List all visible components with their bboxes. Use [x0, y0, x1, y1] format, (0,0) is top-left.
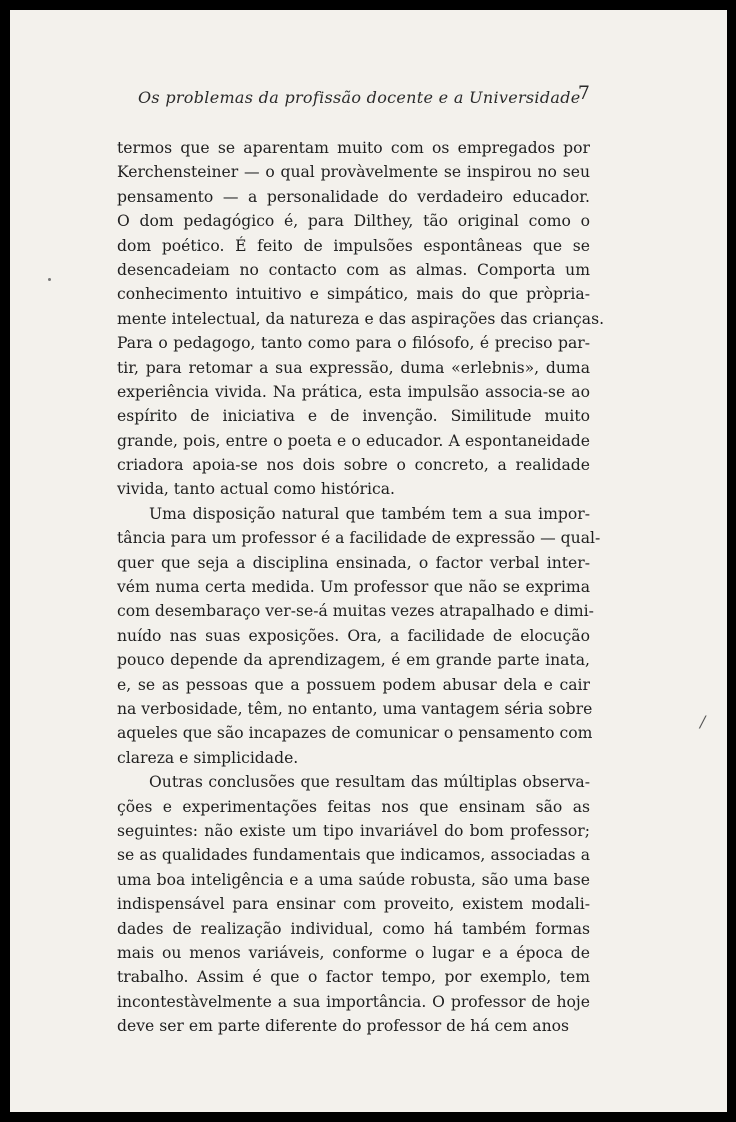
text-line: indispensável para ensinar com proveito, existem modali-	[117, 895, 590, 914]
text-line: uma boa inteligência e a uma saúde robusta, são uma base	[117, 870, 590, 889]
margin-pencil-mark: /	[700, 712, 706, 731]
text-line: trabalho. Assim é que o factor tempo, por exemplo, tem	[117, 968, 590, 987]
text-line: Para o pedagogo, tanto como para o filósofo, é preciso par-	[117, 334, 590, 353]
running-title: Os problemas da profissão docente e a Universidade	[138, 88, 581, 107]
text-line: desencadeiam no contacto com as almas. Comporta um	[117, 260, 590, 279]
book-page	[10, 10, 727, 1112]
paragraph	[117, 136, 605, 502]
text-line: dades de realização individual, como há também formas	[117, 919, 590, 938]
text-line: na verbosidade, têm, no entanto, uma vantagem séria sobre	[117, 699, 593, 718]
text-line: e, se as pessoas que a possuem podem abusar dela e cair	[117, 675, 590, 694]
text-line: conhecimento intuitivo e simpático, mais do que pròpria-	[117, 285, 590, 304]
text-line: com desembaraço ver-se-á muitas vezes atrapalhado e dimi-	[117, 602, 594, 621]
text-line: pouco depende da aprendizagem, é em grande parte inata,	[117, 651, 590, 670]
text-line: tir, para retomar a sua expressão, duma «erlebnis», duma	[117, 358, 590, 377]
text-line: quer que seja a disciplina ensinada, o factor verbal inter-	[117, 553, 590, 572]
text-line: nuído nas suas exposições. Ora, a facilidade de elocução	[117, 626, 590, 645]
body-text	[117, 136, 605, 1038]
page-number: 7	[577, 82, 590, 104]
running-header	[138, 82, 590, 112]
text-line: deve ser em parte diferente do professor de há cem anos	[117, 1017, 570, 1036]
paragraph	[117, 502, 601, 770]
text-line: termos que se aparentam muito com os empregados por	[117, 139, 590, 157]
text-line: aqueles que são incapazes de comunicar o pensamento com	[117, 724, 593, 743]
text-line: O dom pedagógico é, para Dilthey, tão original como o	[117, 212, 590, 231]
text-line: Kerchensteiner — o qual provàvelmente se inspirou no seu	[117, 163, 590, 182]
text-line: tância para um professor é a facilidade de expressão — qual-	[117, 529, 601, 548]
text-line: mente intelectual, da natureza e das aspirações das crianças.	[117, 309, 605, 328]
text-line: ções e experimentações feitas nos que ensinam são as	[117, 797, 590, 816]
text-line: dom poético. É feito de impulsões espontâneas que se	[117, 236, 590, 255]
text-line: vivida, tanto actual como histórica.	[117, 480, 395, 499]
text-line: incontestàvelmente a sua importância. O professor de hoje	[117, 992, 590, 1011]
text-line: experiência vivida. Na prática, esta impulsão associa-se ao	[117, 382, 590, 401]
text-line: vém numa certa medida. Um professor que não se exprima	[117, 578, 590, 597]
text-line: pensamento — a personalidade do verdadeiro educador.	[117, 187, 590, 206]
text-line: grande, pois, entre o poeta e o educador. A espontaneidade	[117, 431, 590, 450]
paragraph	[117, 770, 590, 1038]
text-line: Outras conclusões que resultam das múltiplas observa-	[149, 773, 590, 792]
text-line: espírito de iniciativa e de invenção. Similitude muito	[117, 407, 590, 426]
paper-speck	[48, 278, 51, 281]
text-line: se as qualidades fundamentais que indicamos, associadas a	[117, 846, 590, 865]
text-line: Uma disposição natural que também tem a sua impor-	[149, 504, 590, 523]
text-line: seguintes: não existe um tipo invariável do bom professor;	[117, 821, 590, 840]
text-line: mais ou menos variáveis, conforme o lugar e a época de	[117, 943, 590, 962]
text-line: clareza e simplicidade.	[117, 748, 299, 767]
text-line: criadora apoia-se nos dois sobre o concreto, a realidade	[117, 456, 590, 475]
